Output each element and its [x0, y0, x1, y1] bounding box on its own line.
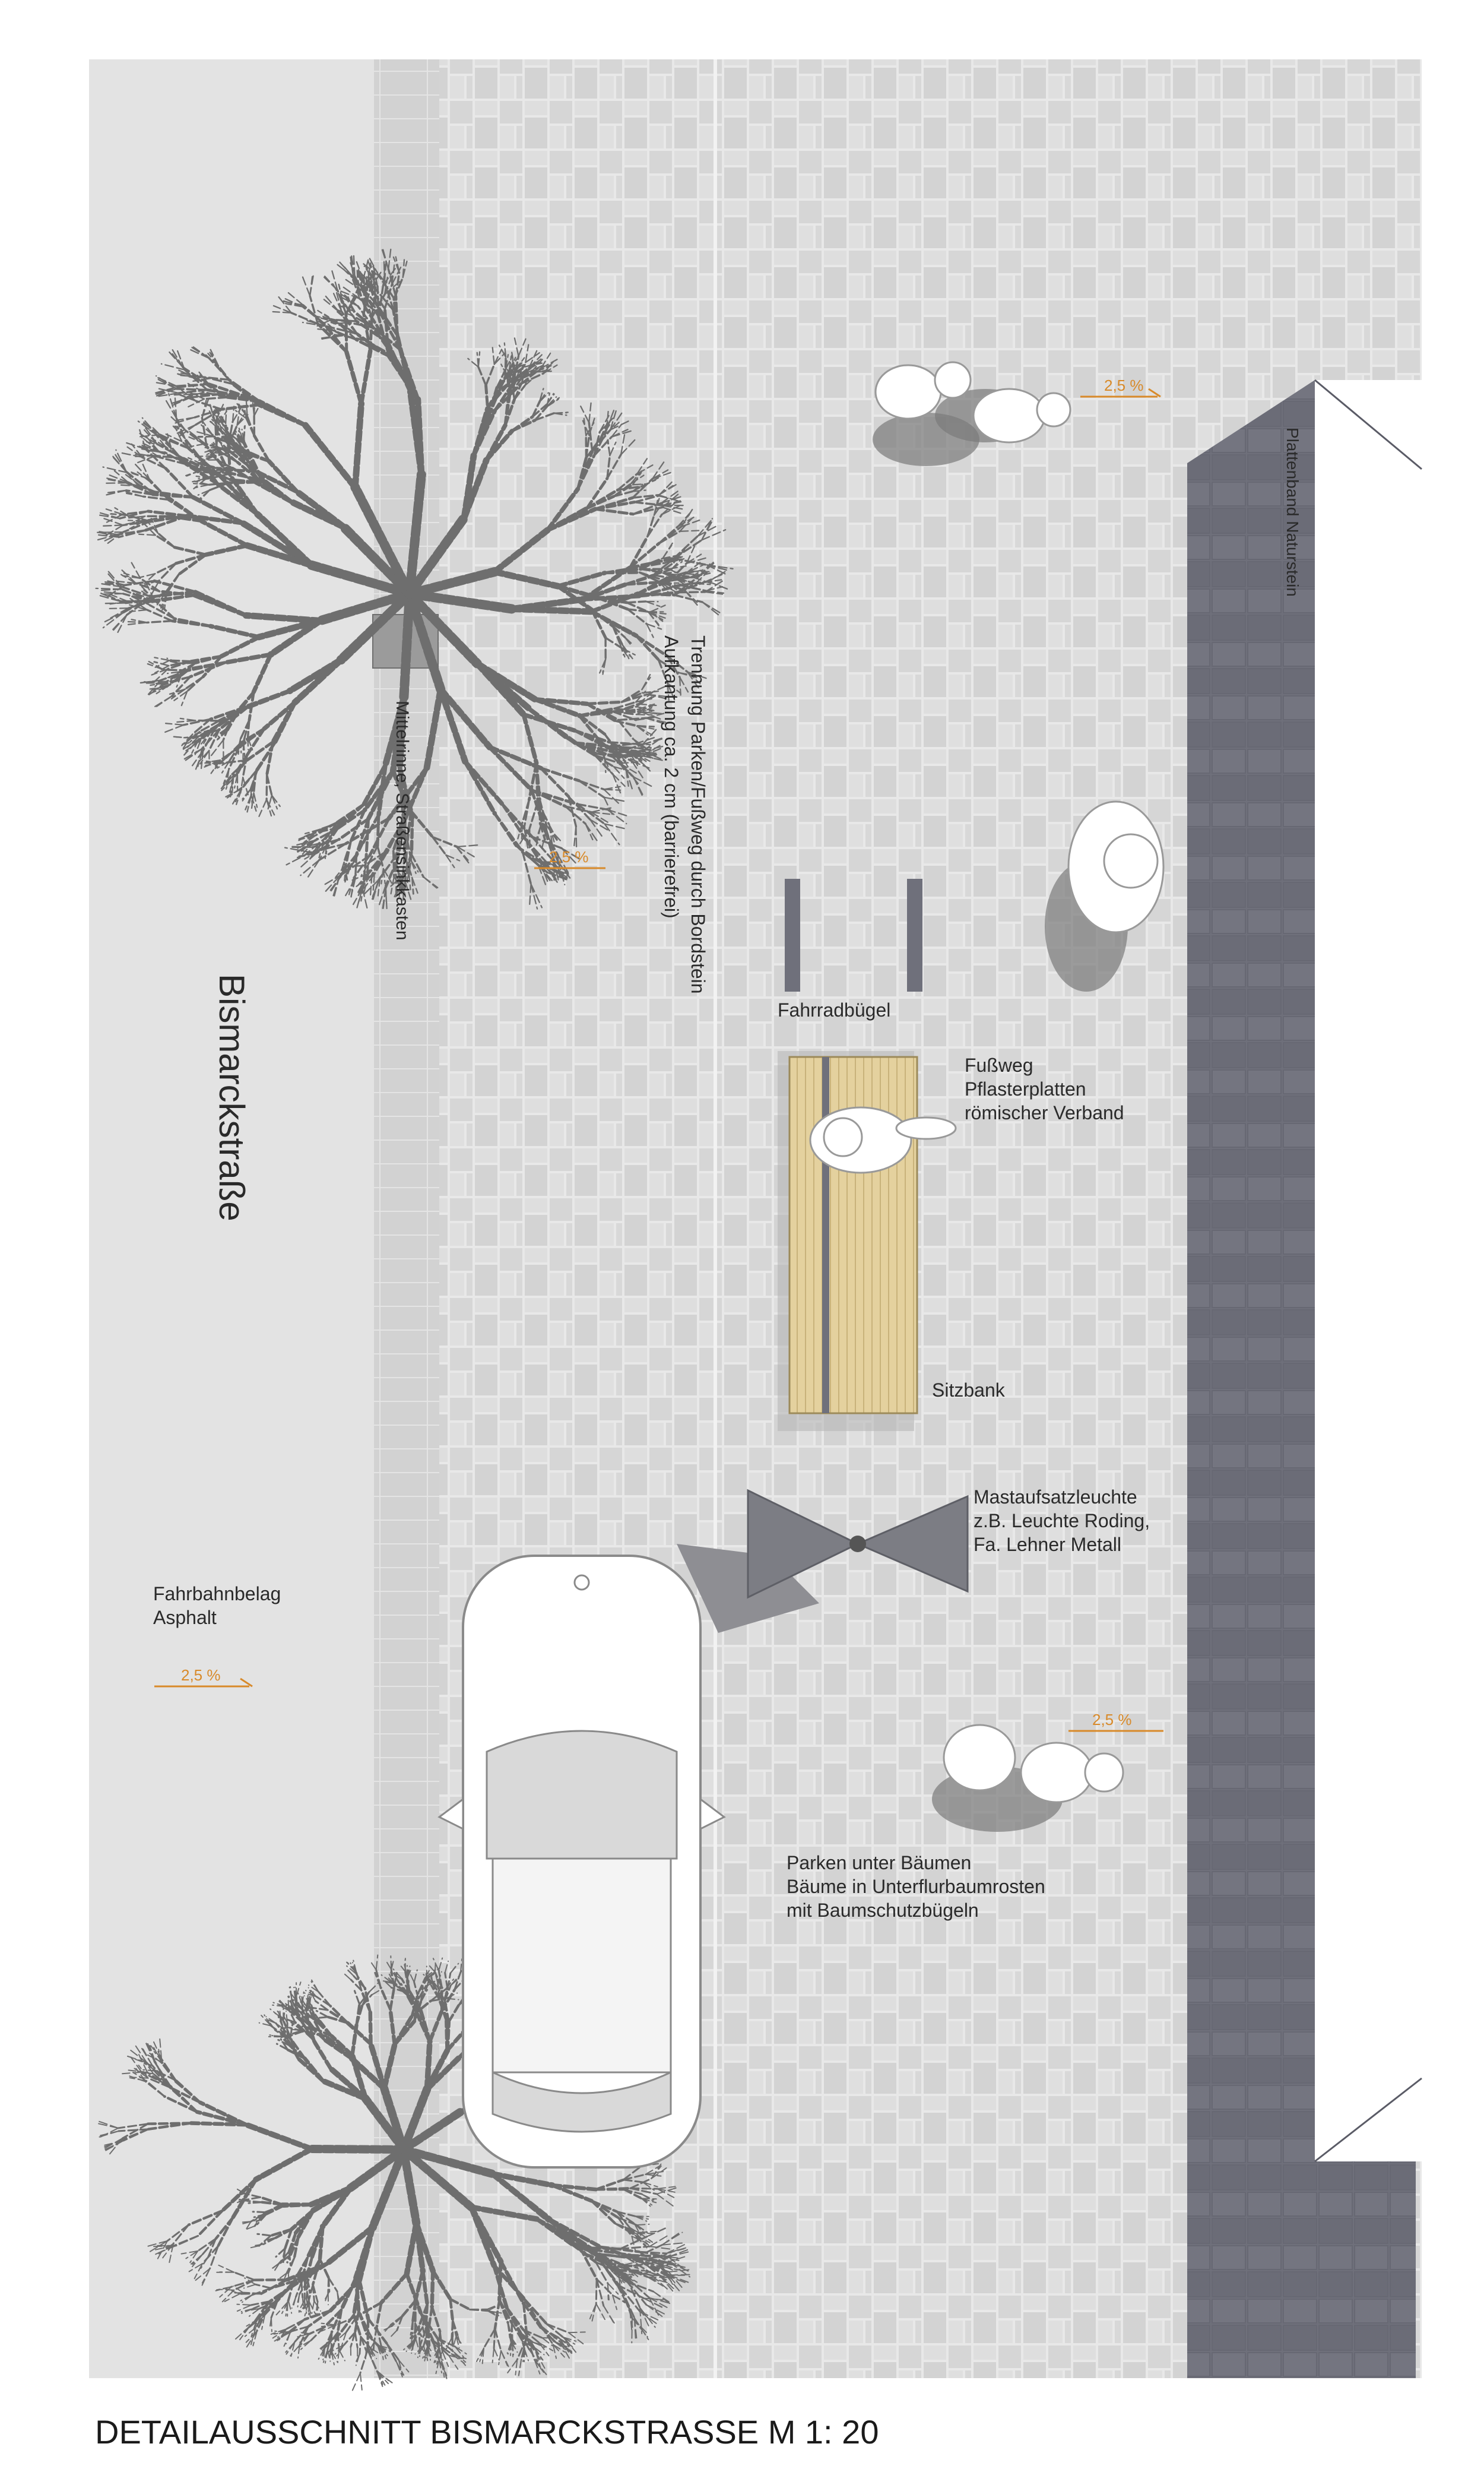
separation-label-line1: Trennung Parken/Fußweg durch Bordstein [687, 635, 709, 994]
road-surface-label-line2: Asphalt [153, 1607, 217, 1628]
tree-branch [328, 2278, 329, 2293]
bike-rack [907, 879, 922, 992]
tree-branch [404, 594, 410, 698]
tree-branch [641, 2198, 657, 2199]
footpath-label-line1: Fußweg [965, 1055, 1033, 1076]
tree-branch [587, 702, 622, 704]
parking-label-line2: Bäume in Unterflurbaumrosten [787, 1876, 1045, 1897]
slope-label: 2,5 % [1104, 376, 1144, 394]
parked-car [439, 1556, 724, 2167]
tree-branch [302, 2282, 303, 2297]
tree-branch [415, 2324, 416, 2338]
tree-branch [312, 2149, 404, 2150]
bench-backrest [822, 1057, 829, 1413]
separation-label-line2: Aufkantung ca. 2 cm (barrierefrei) [661, 635, 682, 919]
tree-branch [313, 2284, 314, 2301]
tree-branch [226, 470, 256, 471]
tree-branch [360, 2337, 361, 2354]
tree-branch [284, 2205, 311, 2206]
street-name-label: Bismarckstraße [212, 974, 252, 1221]
tree-branch [176, 389, 207, 390]
bench-label: Sitzbank [932, 1379, 1005, 1401]
tree-branch [427, 2041, 430, 2089]
bike-rack [785, 879, 800, 992]
tree-branch [596, 2279, 597, 2304]
lamp-label-line1: Mastaufsatzleuchte [974, 1486, 1137, 1508]
tree-branch [663, 572, 678, 573]
building-outline [1315, 380, 1422, 2161]
tree-branch [195, 720, 219, 721]
footpath-label-line3: römischer Verband [965, 1102, 1124, 1123]
tree-branch [378, 815, 379, 846]
tree-branch [512, 609, 591, 612]
tree-branch [370, 2012, 371, 2044]
tree-branch [636, 714, 652, 715]
drawing-title: DETAILAUSSCHNITT BISMARCKSTRASSE M 1: 20 [95, 2413, 879, 2451]
lamp-label-line2: z.B. Leuchte Roding, [974, 1510, 1150, 1531]
tree-branch [408, 1981, 409, 1995]
road-surface-label-line1: Fahrbahnbelag [153, 1583, 281, 1604]
parking-label-line1: Parken unter Bäumen [787, 1852, 972, 1873]
tree-branch [139, 534, 156, 536]
slope-label: 2,5 % [1092, 1711, 1132, 1729]
gutter-label: Mittelrinne, Straßensinkkasten [392, 701, 412, 941]
tree-branch [448, 2022, 449, 2050]
tree-branch [432, 2271, 433, 2307]
tree-branch [271, 2318, 272, 2331]
tree-branch [605, 572, 640, 573]
lamp-label-line3: Fa. Lehner Metall [974, 1534, 1122, 1555]
tree-branch [246, 401, 248, 416]
footpath-label-line2: Pflasterplatten [965, 1078, 1086, 1100]
tree-branch [419, 2326, 420, 2344]
bike-rack-label: Fahrradbügel [778, 999, 891, 1021]
tree-branch [635, 2216, 649, 2217]
lamp-mast [849, 1536, 866, 1552]
stone-band-label: Plattenband Naturstein [1283, 428, 1302, 597]
slope-label: 2,5 % [181, 1666, 221, 1684]
slope-label: 2,5 % [549, 848, 589, 866]
parking-label-line3: mit Baumschutzbügeln [787, 1900, 979, 1921]
